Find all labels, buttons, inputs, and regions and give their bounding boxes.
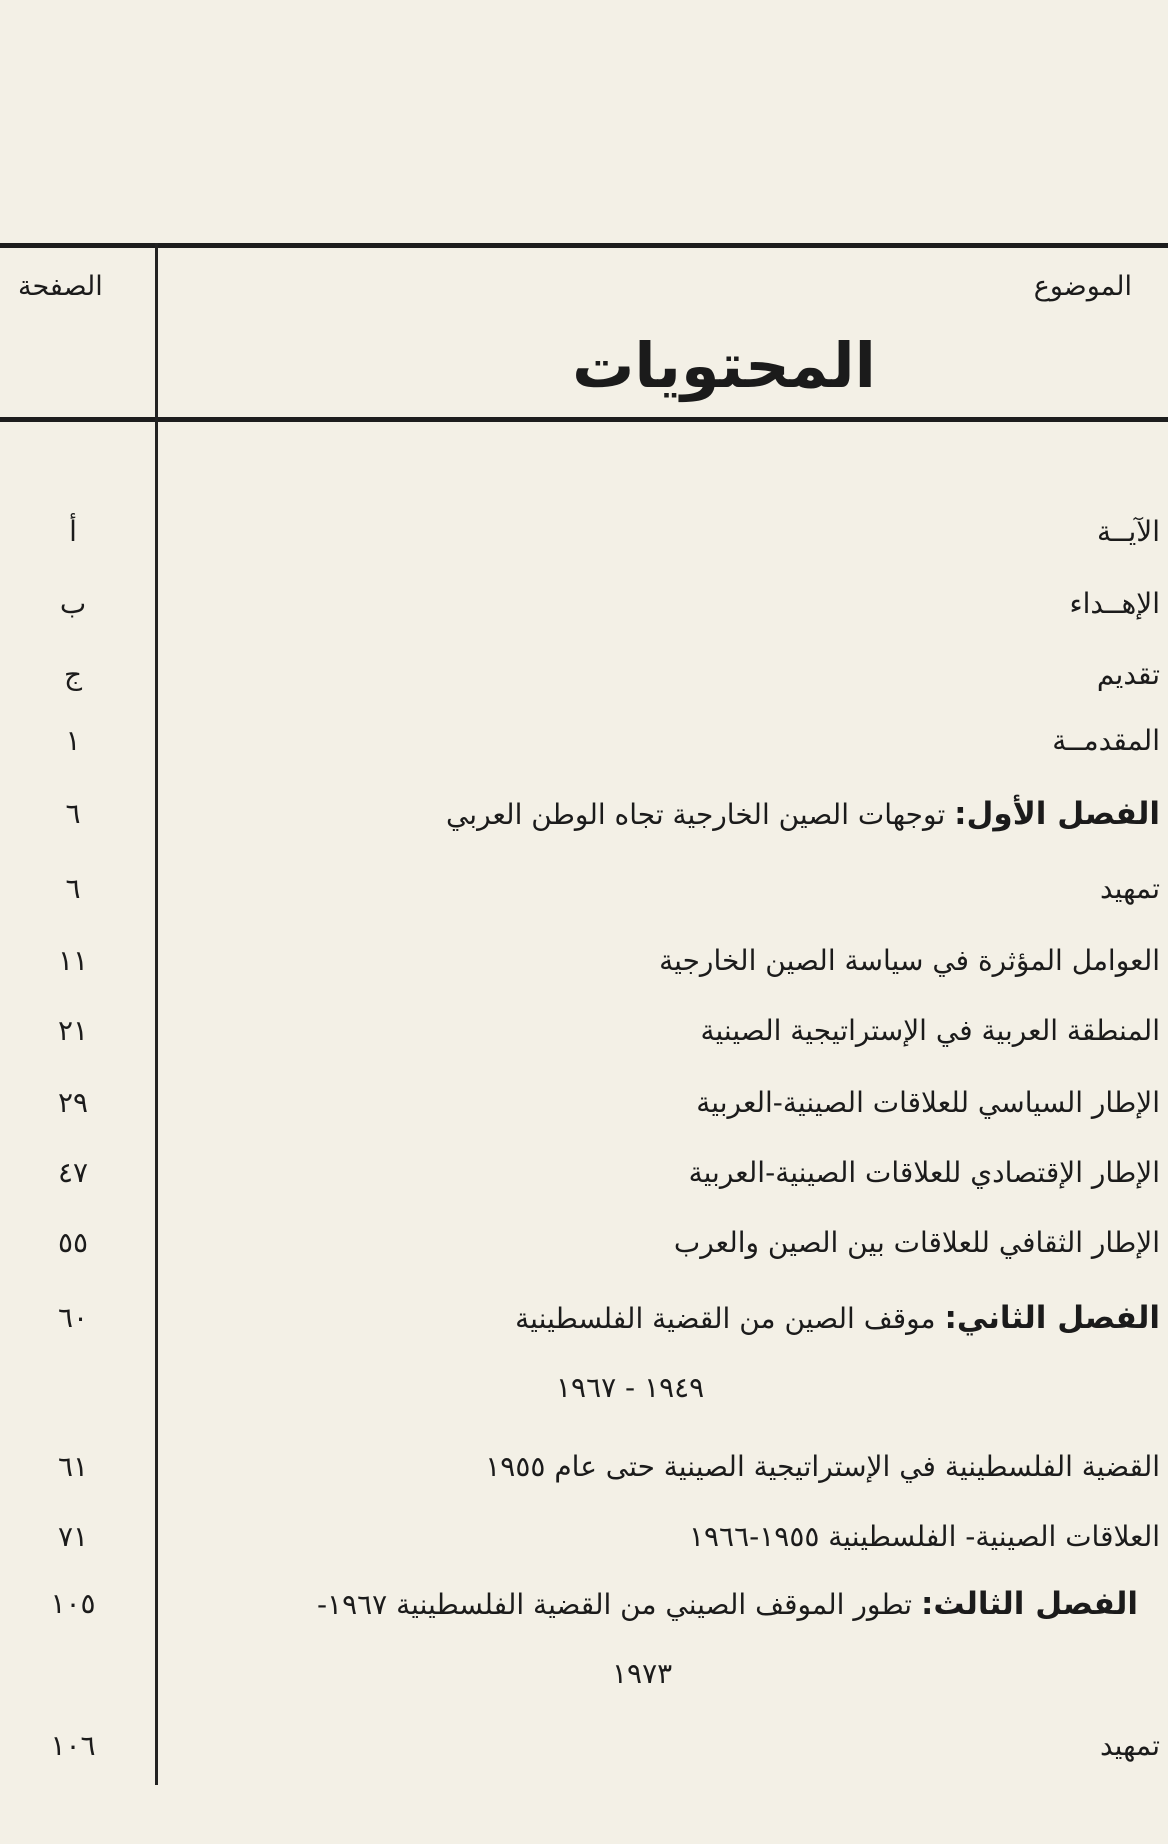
toc-entry-text: العوامل المؤثرة في سياسة الصين الخارجية: [659, 944, 1160, 977]
toc-page-number: ١٠٦: [50, 1729, 96, 1762]
toc-page-number: ٧١: [57, 1520, 89, 1553]
topic-column-heading: الموضوع: [1033, 271, 1132, 302]
toc-entry-text: الإطار الثقافي للعلاقات بين الصين والعرب: [673, 1226, 1160, 1259]
toc-entry-title: [1100, 1728, 1160, 1764]
chapter-label: الفصل الثاني:: [944, 1300, 1160, 1336]
toc-page-number: ٦١: [57, 1450, 89, 1483]
toc-page-number: ١٠٥: [50, 1587, 96, 1620]
toc-entry-title: [689, 1519, 1160, 1555]
toc-entry-title: [659, 943, 1160, 979]
toc-entry-text: القضية الفلسطينية في الإستراتيجية الصينية حتى عام ١٩٥٥: [485, 1450, 1160, 1483]
toc-entry-title: [317, 1586, 1138, 1623]
toc-entry-text: موقف الصين من القضية الفلسطينية: [515, 1302, 945, 1335]
page-column-heading: الصفحة: [18, 271, 103, 302]
toc-entry-text: الآيــة: [1097, 515, 1160, 548]
toc-entry-title: [446, 796, 1160, 833]
toc-entry-title: [1097, 657, 1160, 693]
toc-entry-text: المقدمــة: [1052, 724, 1160, 757]
toc-page-number: ٤٧: [57, 1156, 89, 1189]
toc-entry-text: توجهات الصين الخارجية تجاه الوطن العربي: [445, 798, 955, 831]
toc-entry-title: [515, 1300, 1160, 1337]
toc-entry-text: الإطار السياسي للعلاقات الصينية-العربية: [696, 1086, 1160, 1119]
toc-page-number: ٦٠: [57, 1301, 89, 1334]
toc-entry-title: [700, 1013, 1160, 1049]
toc-entry-title: [1100, 871, 1160, 907]
toc-entry-text: تقديم: [1096, 658, 1160, 691]
toc-entry-title: [696, 1085, 1160, 1121]
toc-entry-continuation: ١٩٤٩ - ١٩٦٧: [556, 1371, 705, 1404]
toc-entry-title: [689, 1155, 1160, 1191]
toc-entry-title: [1097, 514, 1160, 550]
toc-entry-text: الإهــداء: [1069, 587, 1160, 620]
toc-entry-title: [1052, 723, 1160, 759]
toc-entry-text: العلاقات الصينية- الفلسطينية ١٩٥٥-١٩٦٦: [688, 1520, 1160, 1553]
toc-entry-title: [1069, 586, 1160, 622]
toc-page-number: ١١: [57, 944, 89, 977]
page-title: المحتويات: [572, 329, 876, 402]
toc-page-number: ٦: [65, 872, 81, 905]
toc-entry-text: تمهيد: [1099, 872, 1160, 905]
toc-entry-title: [485, 1449, 1160, 1485]
toc-page-number: ٢٩: [57, 1086, 89, 1119]
toc-page-number: ٥٥: [57, 1226, 89, 1259]
toc-page-number: ٦: [65, 797, 81, 830]
chapter-label: الفصل الأول:: [954, 796, 1160, 832]
toc-page-number: ب: [59, 587, 87, 620]
toc-entry-title: [674, 1225, 1160, 1261]
toc-entry-text: الإطار الإقتصادي للعلاقات الصينية-العربية: [688, 1156, 1160, 1189]
toc-page-number: ج: [63, 658, 83, 691]
toc-page-number: أ: [69, 515, 77, 548]
toc-entry-text: تطور الموقف الصيني من القضية الفلسطينية ١٩٦٧-: [316, 1588, 921, 1621]
toc-entry-text: تمهيد: [1099, 1729, 1160, 1762]
toc-entry-continuation: ١٩٧٣: [612, 1657, 673, 1690]
chapter-label: الفصل الثالث:: [921, 1586, 1138, 1622]
toc-entry-text: المنطقة العربية في الإستراتيجية الصينية: [700, 1014, 1160, 1047]
toc-page-number: ٢١: [57, 1014, 89, 1047]
toc-page-number: ١: [65, 724, 81, 757]
